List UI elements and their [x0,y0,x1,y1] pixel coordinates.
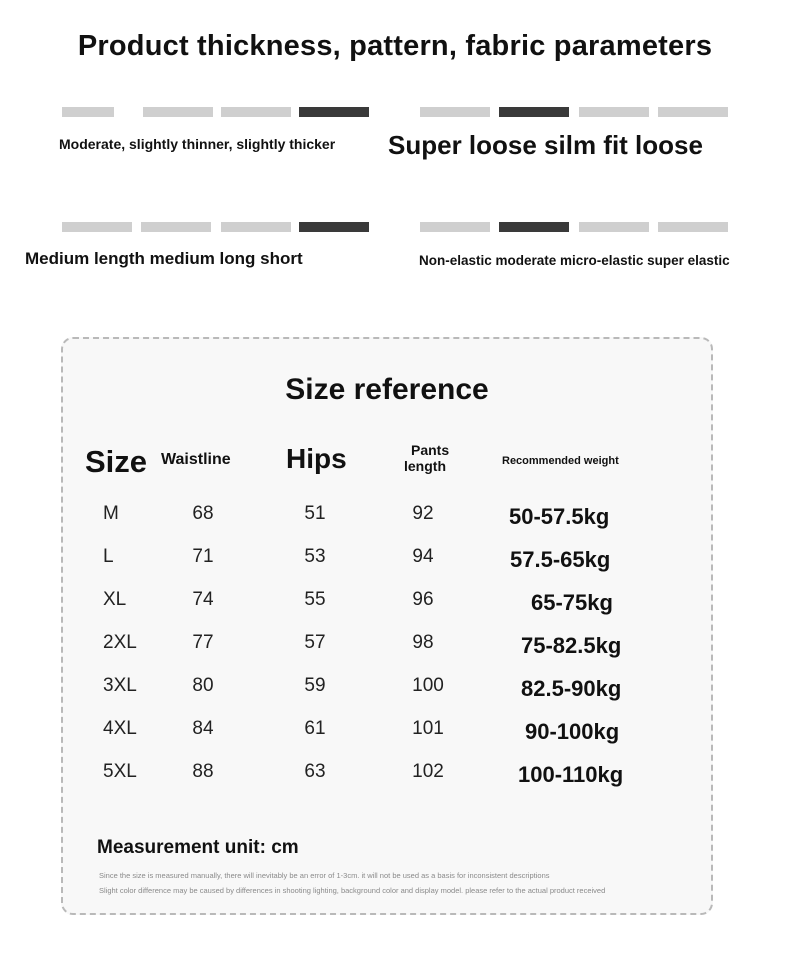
cell-size: 5XL [103,761,137,782]
cell-size: 2XL [103,632,137,653]
cell-size: 3XL [103,675,137,696]
header-recommended-weight: Recommended weight [502,455,619,467]
cell-size: L [103,546,114,567]
fit-bar-2 [499,107,569,117]
length-bar-3 [221,222,291,232]
cell-size: XL [103,589,127,610]
cell-weight: 75-82.5kg [521,633,622,658]
thickness-label: Moderate, slightly thinner, slightly thicker [59,136,336,152]
header-pants-length-line2: length [404,458,446,474]
length-bar-1 [62,222,132,232]
cell-weight: 82.5-90kg [521,676,622,701]
measurement-unit: Measurement unit: cm [97,837,299,858]
fit-bar-4 [658,107,728,117]
cell-waistline: 88 [192,761,214,782]
cell-weight: 100-110kg [518,762,624,787]
header-waistline: Waistline [161,451,231,468]
thickness-bar-3 [221,107,291,117]
page-title: Product thickness, pattern, fabric parameters [77,30,713,62]
cell-size: 4XL [103,718,137,739]
cell-length: 98 [412,632,434,653]
cell-weight: 65-75kg [531,590,613,615]
cell-waistline: 74 [192,589,214,610]
thickness-bar-4 [299,107,369,117]
cell-length: 94 [412,546,434,567]
header-pants-length-line1: Pants [411,442,450,458]
cell-waistline: 68 [192,503,214,524]
cell-hips: 51 [304,503,326,524]
length-bar-2 [141,222,211,232]
cell-length: 101 [412,718,444,739]
cell-hips: 59 [304,675,326,696]
cell-length: 96 [412,589,434,610]
size-reference-card [61,337,713,915]
cell-waistline: 80 [192,675,214,696]
elasticity-bar-1 [420,222,490,232]
cell-length: 92 [412,503,434,524]
length-bar-4 [299,222,369,232]
fit-label: Super loose silm fit loose [388,130,703,160]
header-hips: Hips [286,443,347,474]
elasticity-label: Non-elastic moderate micro-elastic super elastic [419,253,730,268]
fit-bar-3 [579,107,649,117]
cell-hips: 63 [304,761,326,782]
cell-hips: 55 [304,589,326,610]
elasticity-bar-3 [579,222,649,232]
cell-hips: 57 [304,632,326,653]
length-label: Medium length medium long short [25,249,303,268]
cell-weight: 90-100kg [525,719,620,744]
cell-waistline: 84 [192,718,214,739]
cell-waistline: 71 [192,546,214,567]
cell-hips: 53 [304,546,326,567]
elasticity-bar-2 [499,222,569,232]
cell-length: 100 [412,675,444,696]
size-reference-title: Size reference [285,373,489,406]
fit-bar-1 [420,107,490,117]
cell-hips: 61 [304,718,326,739]
measurement-note: Since the size is measured manually, there will inevitably be an error of 1-3cm. it will not be used as a basis for inconsistent descriptions [99,871,550,880]
elasticity-bar-4 [658,222,728,232]
cell-waistline: 77 [192,632,214,653]
cell-size: M [103,503,119,524]
thickness-bar-2 [143,107,213,117]
cell-weight: 57.5-65kg [510,547,611,572]
cell-length: 102 [412,761,444,782]
thickness-bar-1 [62,107,114,117]
cell-weight: 50-57.5kg [509,504,610,529]
header-size: Size [85,444,148,479]
color-note: Slight color difference may be caused by differences in shooting lighting, background color and display model. please refer to the actual product received [99,886,606,895]
